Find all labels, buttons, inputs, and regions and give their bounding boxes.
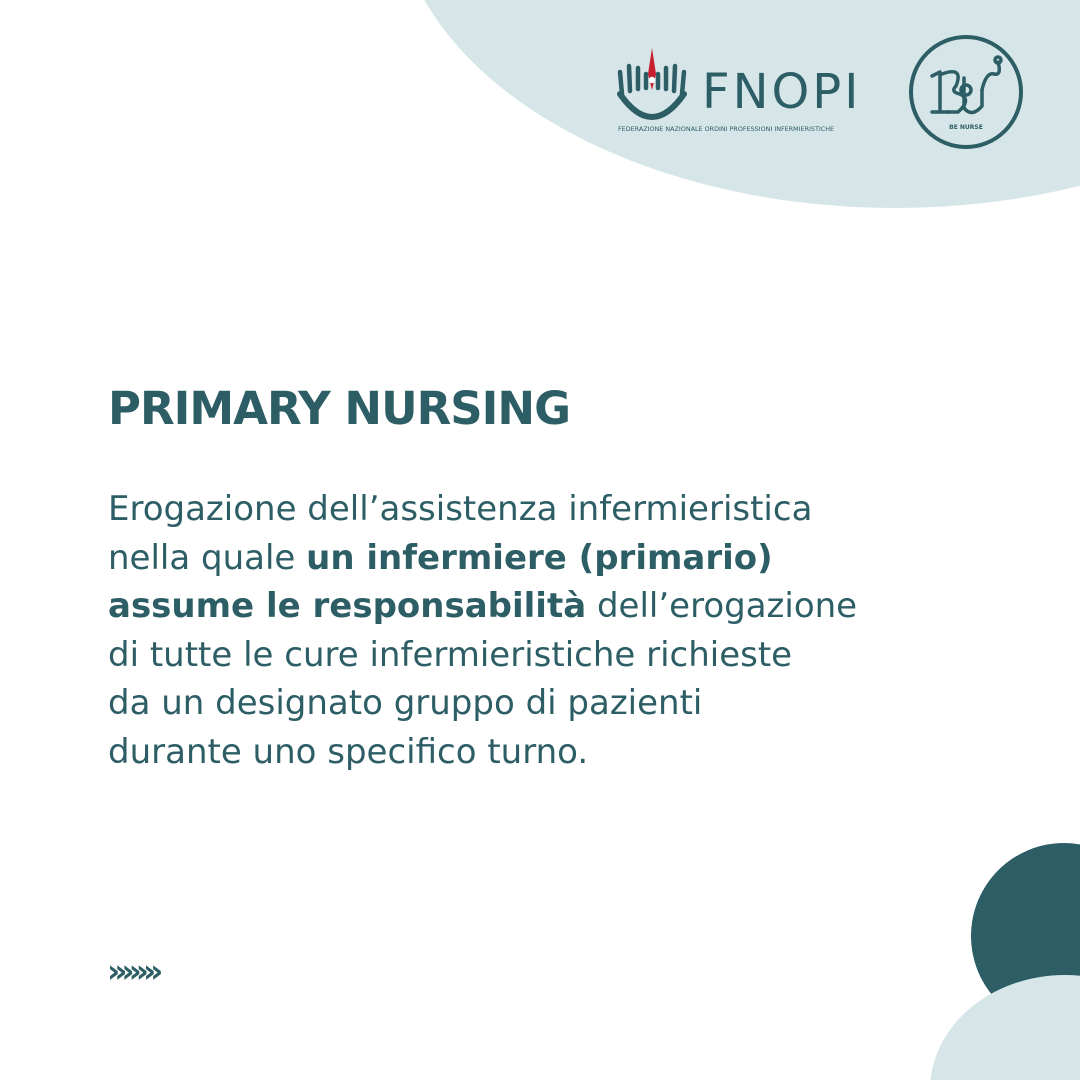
body-text: di tutte le cure infermieristiche richieste (108, 634, 793, 675)
emphasis-text: assume le responsabilità (108, 586, 587, 626)
paragraph-line (108, 679, 857, 728)
body-text: nella quale (108, 537, 307, 578)
paragraph-line (108, 534, 857, 583)
page-title: PRIMARY NURSING (108, 382, 571, 435)
fnopi-wordmark: FNOPI (702, 64, 862, 120)
be-nurse-label: BE NURSE (949, 124, 983, 131)
emphasis-text: un infermiere (primario) (306, 537, 773, 578)
be-nurse-logo (906, 32, 1026, 152)
definition-paragraph (108, 485, 857, 776)
bottom-right-light-circle (930, 975, 1080, 1080)
paragraph-line (108, 631, 857, 680)
paragraph-line (108, 728, 857, 777)
body-text: durante uno specifico turno. (108, 731, 589, 772)
fnopi-subtitle: FEDERAZIONE NAZIONALE ORDINI PROFESSIONI INFERMIERISTICHE (618, 125, 835, 133)
body-text: dell’erogazione (586, 586, 858, 626)
next-arrows-icon: ››››››› (107, 952, 158, 990)
paragraph-line (108, 582, 857, 631)
body-text: da un designato gruppo di pazienti (108, 683, 703, 723)
paragraph-line (108, 485, 857, 534)
fnopi-hands-logo-icon (612, 44, 692, 128)
body-text: Erogazione dell’assistenza infermieristica (108, 489, 813, 529)
